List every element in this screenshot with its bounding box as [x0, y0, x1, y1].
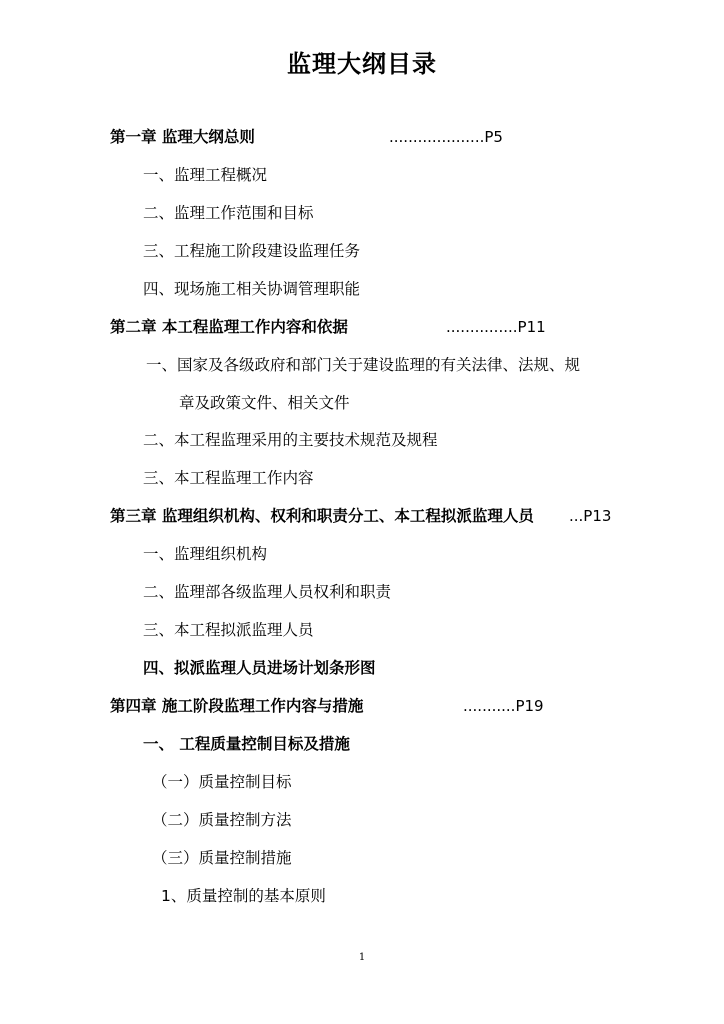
toc-subitem: （二）质量控制方法 [152, 811, 292, 829]
toc-item: 三、本工程拟派监理人员 [143, 621, 314, 639]
page-title: 监理大纲目录 [287, 50, 437, 78]
toc-item: 一、监理组织机构 [143, 545, 268, 563]
toc-item: 二、本工程监理采用的主要技术规范及规程 [143, 431, 438, 449]
chapter-4-page-ref: ...........P19 [463, 697, 544, 715]
chapter-4-heading: 第四章 施工阶段监理工作内容与措施 [110, 697, 364, 715]
chapter-3-page-ref: ...P13 [569, 507, 612, 525]
toc-item: 三、工程施工阶段建设监理任务 [143, 242, 361, 260]
toc-item: 一、监理工程概况 [143, 166, 268, 184]
toc-item: 一、 工程质量控制目标及措施 [143, 735, 350, 753]
chapter-2-heading: 第二章 本工程监理工作内容和依据 [110, 318, 348, 336]
page-number: 1 [358, 952, 366, 963]
toc-item: 四、现场施工相关协调管理职能 [143, 280, 361, 298]
chapter-1-page-ref: ....................P5 [389, 128, 503, 146]
toc-item-continuation: 章及政策文件、相关文件 [179, 394, 350, 412]
toc-subitem: （三）质量控制措施 [152, 849, 292, 867]
chapter-3-heading: 第三章 监理组织机构、权利和职责分工、本工程拟派监理人员 [110, 507, 534, 525]
toc-item: 四、拟派监理人员进场计划条形图 [143, 659, 376, 677]
toc-item: 二、监理部各级监理人员权利和职责 [143, 583, 392, 601]
toc-item: 一、国家及各级政府和部门关于建设监理的有关法律、法规、规 [146, 356, 581, 374]
toc-item: 三、本工程监理工作内容 [143, 469, 314, 487]
chapter-1-heading: 第一章 监理大纲总则 [110, 128, 255, 146]
chapter-2-page-ref: ...............P11 [446, 318, 546, 336]
toc-item: 二、监理工作范围和目标 [143, 204, 314, 222]
toc-subitem: 1、质量控制的基本原则 [161, 887, 326, 905]
toc-subitem: （一）质量控制目标 [152, 773, 292, 791]
